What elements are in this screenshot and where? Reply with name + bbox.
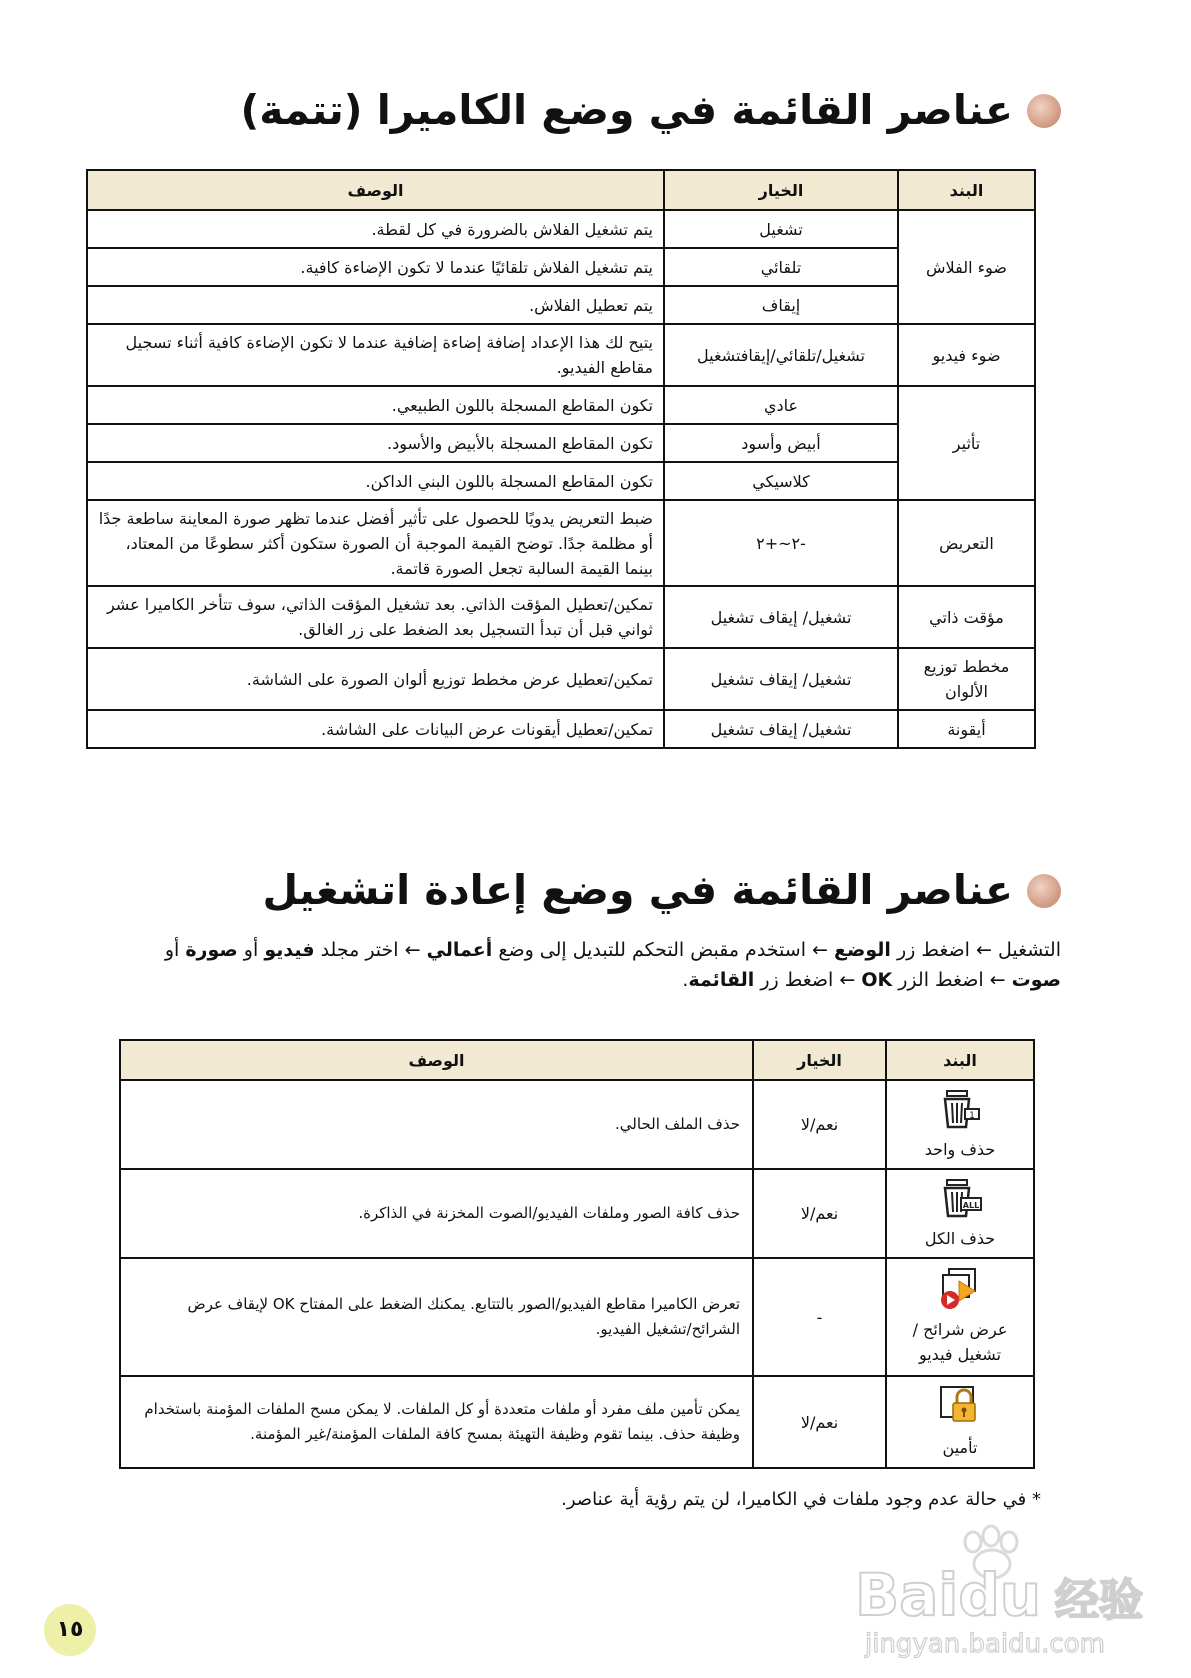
table-row [87,248,1035,286]
table-row [87,286,1035,324]
section2-title: عناصر القائمة في وضع إعادة اتشغيل [262,866,1013,914]
intro-photo: صورة [185,939,238,961]
table-row [120,1376,1034,1468]
intro-text: ← اضغط زر [754,969,862,991]
page-number: ١٥ [44,1604,96,1656]
playback-menu-table [119,1039,1035,1469]
slideshow-icon [937,1267,983,1313]
table-header-row [87,170,1035,210]
description-cell: ضبط التعريض يدويًا للحصول على تأثير أفضل عندما تظهر صورة المعاينة ساطعة جدًا أو مظلمة جدًا. توضح القيمة الموجبة أن الصورة ستكون أكثر سطوعًا من المعتاد، بينما القيمة السالبة تجعل الصورة قاتمة. [87,500,664,586]
item-label: تأمين [942,1437,978,1457]
svg-text:ALL: ALL [962,1201,980,1210]
table-row [120,1258,1034,1376]
item-histogram: مخطط توزيع الألوان [898,648,1035,710]
footnote: * في حالة عدم وجود ملفات في الكاميرا، لن يتم رؤية أية عناصر. [561,1489,1041,1510]
section2-heading [262,866,1061,914]
description-cell: يتم تشغيل الفلاش بالضرورة في كل لقطة. [87,210,664,248]
intro-text: ← اضغط الزر [892,969,1012,991]
item-flash: ضوء الفلاش [898,210,1035,324]
table-row [87,424,1035,462]
baidu-watermark [855,1520,1145,1660]
item-self-timer: مؤقت ذاتي [898,586,1035,648]
option-cell: نعم/لا [753,1169,886,1258]
section1-heading [240,86,1062,134]
option-cell: تلقائي [664,248,898,286]
intro-video: فيديو [264,939,315,961]
watermark-brand-cn: 经验 [1055,1575,1143,1626]
header-description: الوصف [120,1040,753,1080]
table-row [87,210,1035,248]
intro-text: أو [164,939,186,961]
option-cell: كلاسيكي [664,462,898,500]
option-cell: تشغيل/تلقائي/إيقافتشغيل [664,324,898,386]
intro-mode: الوضع [834,939,891,961]
table-row [120,1169,1034,1258]
item-exposure: التعريض [898,500,1035,586]
table-row [87,710,1035,748]
table-row [120,1080,1034,1169]
description-cell: تكون المقاطع المسجلة باللون البني الداكن. [87,462,664,500]
bullet-icon [1027,874,1061,908]
watermark-url: jingyan.baidu.com [865,1629,1105,1659]
description-cell: يمكن تأمين ملف مفرد أو ملفات متعددة أو كل الملفات. لا يمكن مسح الملفات المؤمنة باستخدام وظيفة حذف. بينما تقوم وظيفة التهيئة بمسح كافة الملفات المؤمنة/غير المؤمنة. [120,1376,753,1468]
option-cell: أبيض وأسود [664,424,898,462]
item-label: حذف واحد [924,1140,996,1159]
description-cell: تكون المقاطع المسجلة باللون الطبيعي. [87,386,664,424]
lock-icon [937,1385,983,1431]
intro-menu: القائمة [688,969,755,991]
item-slideshow [886,1258,1034,1376]
description-cell: تمكين/تعطيل أيقونات عرض البيانات على الشاشة. [87,710,664,748]
header-description: الوصف [87,170,664,210]
table-header-row [120,1040,1034,1080]
option-cell: تشغيل [664,210,898,248]
svg-text:1: 1 [969,1111,975,1121]
intro-myworks: أعمالي [426,939,493,961]
intro-audio: صوت [1011,969,1061,991]
description-cell: يتم تشغيل الفلاش تلقائيًا عندما لا تكون الإضاءة كافية. [87,248,664,286]
header-item: البند [898,170,1035,210]
item-icon: أيقونة [898,710,1035,748]
option-cell: إيقاف [664,286,898,324]
table-row [87,648,1035,710]
description-cell: حذف كافة الصور وملفات الفيديو/الصوت المخزنة في الذاكرة. [120,1169,753,1258]
table-row [87,462,1035,500]
playback-intro [141,935,1061,995]
intro-text: ← اختر مجلد [314,939,427,961]
camera-menu-table [86,169,1036,749]
item-label: حذف الكل [924,1229,996,1248]
description-cell: تعرض الكاميرا مقاطع الفيديو/الصور بالتتابع. يمكنك الضغط على المفتاح OK لإيقاف عرض الشرائح/تشغيل الفيديو. [120,1258,753,1376]
trash-all-icon [937,1176,983,1222]
item-protect [886,1376,1034,1468]
description-cell: تكون المقاطع المسجلة بالأبيض والأسود. [87,424,664,462]
option-cell: تشغيل/ إيقاف تشغيل [664,586,898,648]
table-row [87,500,1035,586]
table-row [87,386,1035,424]
option-cell: تشغيل/ إيقاف تشغيل [664,648,898,710]
table-row [87,324,1035,386]
description-cell: حذف الملف الحالي. [120,1080,753,1169]
description-cell: يتيح لك هذا الإعداد إضافة إضاءة إضافية عندما لا تكون الإضاءة كافية أثناء تسجيل مقاطع الفيديو. [87,324,664,386]
description-cell: تمكين/تعطيل عرض مخطط توزيع ألوان الصورة على الشاشة. [87,648,664,710]
item-delete-one [886,1080,1034,1169]
option-cell: -٢~+٢ [664,500,898,586]
description-cell: تمكين/تعطيل المؤقت الذاتي. بعد تشغيل المؤقت الذاتي، سوف تتأخر الكاميرا عشر ثواني قبل أن تبدأ التسجيل بعد الضغط على زر الغالق. [87,586,664,648]
option-cell: نعم/لا [753,1080,886,1169]
option-cell: عادي [664,386,898,424]
header-option: الخيار [664,170,898,210]
intro-text: أو [237,939,265,961]
option-cell: - [753,1258,886,1376]
description-cell: يتم تعطيل الفلاش. [87,286,664,324]
section1-title: عناصر القائمة في وضع الكاميرا (تتمة) [240,86,1013,134]
watermark-brand: Baidu [855,1561,1042,1629]
table-row [87,586,1035,648]
trash-one-icon [937,1087,983,1133]
item-delete-all [886,1169,1034,1258]
item-video-light: ضوء فيديو [898,324,1035,386]
option-cell: تشغيل/ إيقاف تشغيل [664,710,898,748]
bullet-icon [1027,94,1061,128]
item-label: عرض شرائح / تشغيل فيديو [912,1320,1008,1364]
intro-text: ← استخدم مقبض التحكم للتبديل إلى وضع [492,939,834,961]
header-item: البند [886,1040,1034,1080]
intro-text: . [682,969,689,991]
option-cell: نعم/لا [753,1376,886,1468]
intro-ok: OK [861,969,893,991]
header-option: الخيار [753,1040,886,1080]
intro-text: التشغيل ← اضغط زر [890,939,1061,961]
item-effect: تأثير [898,386,1035,500]
